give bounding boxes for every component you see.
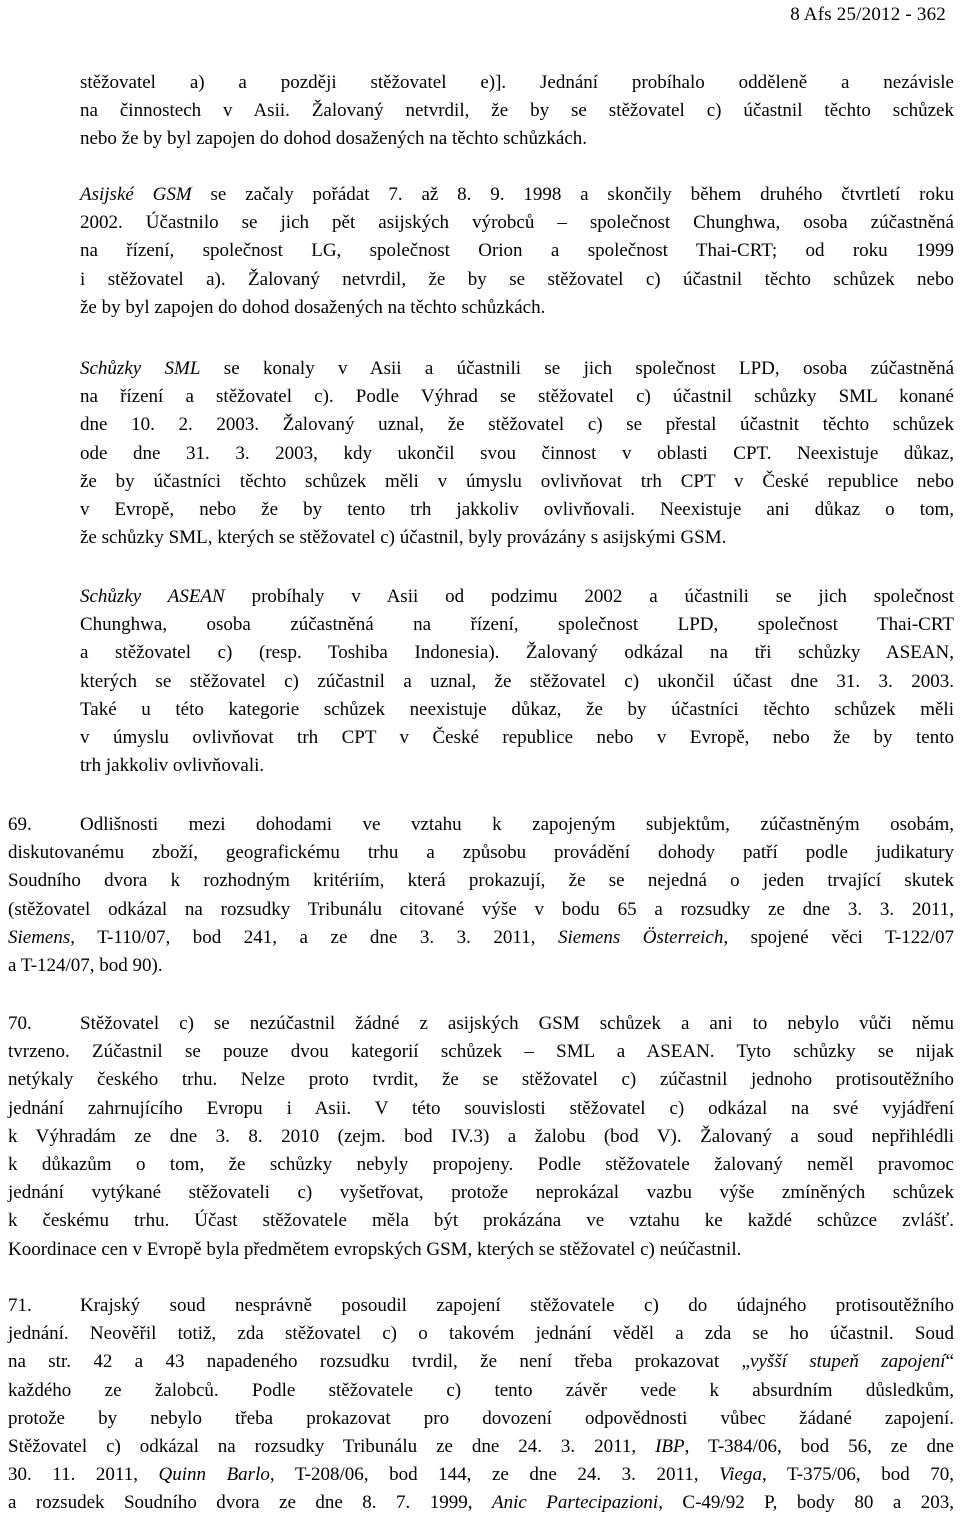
text-line: každého ze žalobců. Podle stěžovatele c) tento závěr vede k absurdním důsledkům, [8, 1379, 954, 1401]
text-line: Koordinace cen v Evropě byla předmětem evropských GSM, kterých se stěžovatel c) neúčastnil. [8, 1238, 742, 1260]
case-name: Siemens [8, 926, 71, 948]
paragraph-70 [8, 1010, 954, 1264]
text-line: protože by nebylo třeba prokazovat pro dovození odpovědnosti vůbec žádané zapojení. [8, 1407, 954, 1429]
text-line: jednání vytýkané stěžovateli c) vyšetřovat, protože neprokázal vazbu výše zmíněných schůzek [8, 1182, 954, 1204]
text-line: trh jakkoliv ovlivňovali. [80, 755, 265, 777]
case-name: Quinn Barlo [158, 1464, 270, 1486]
text-fragment: na str. 42 a 43 napadeného rozsudku tvrdil, že není třeba prokazovat „ [8, 1351, 750, 1373]
paragraph-number: 70. [8, 1013, 32, 1034]
text-line: v Evropě, nebo že by tento trh jakkoliv ovlivňovali. Neexistuje ani důkaz o tom, [80, 499, 954, 521]
paragraph-continuation [80, 69, 954, 154]
paragraph-sml [80, 355, 954, 552]
paragraph-asian-gsm [80, 181, 954, 322]
case-name: IBP [655, 1436, 685, 1458]
quoted-phrase: vyšší stupeň zapojení [749, 1351, 946, 1373]
text-line: jednání zahrnujícího Evropu i Asii. V této souvislosti stěžovatel c) odkázal na své vyjádření [8, 1097, 954, 1119]
term-asian-gsm: Asijské GSM [80, 184, 192, 205]
text-line: Soudního dvora k rozhodným kritériím, která prokazují, že se nejedná o jeden trvající skutek [8, 870, 954, 892]
text-line: Také u této kategorie schůzek neexistuje důkaz, že by účastníci těchto schůzek měli [80, 698, 954, 720]
text-line: jednání. Neověřil totiž, zda stěžovatel c) o takovém jednání věděl a zda se ho účastnil. Soud [8, 1323, 954, 1345]
text-line: na řízení, společnost LG, společnost Orion a společnost Thai-CRT; od roku 1999 [80, 240, 954, 262]
term-asean: Schůzky ASEAN [80, 586, 225, 607]
text-line: probíhaly v Asii od podzimu 2002 a účastnili se jich společnost [224, 586, 955, 607]
text-line: k důkazům o tom, že schůzky nebyly propojeny. Podle stěžovatele žalovaný neměl pravomoc [8, 1154, 954, 1176]
text-line: kterých se stěžovatel c) zúčastnil a uznal, že stěžovatel c) ukončil účast dne 31. 3. 2003. [80, 670, 954, 692]
text-line: netýkaly českého trhu. Nelze proto tvrdit, že se stěžovatel c) zúčastnil jednoho protisoutěžního [8, 1069, 954, 1091]
paragraph-number: 69. [8, 814, 32, 835]
text-fragment: , T-110/07, bod 241, a ze dne 3. 3. 2011, [70, 926, 558, 948]
text-fragment: , T-384/06, bod 56, ze dne [684, 1436, 954, 1458]
text-line: i stěžovatel a). Žalovaný netvrdil, že by se stěžovatel c) účastnil těchto schůzek nebo [80, 268, 954, 290]
case-name: Viega [719, 1464, 762, 1486]
text-fragment: , C-49/92 P, body 80 a 203, [658, 1492, 954, 1514]
text-line: Stěžovatel c) se nezúčastnil žádné z asijských GSM schůzek a ani to nebylo vůči němu [80, 1013, 954, 1034]
text-line: stěžovatel a) a později stěžovatel e)]. Jednání probíhalo odděleně a nezávisle [80, 72, 954, 93]
text-line: Chunghwa, osoba zúčastněná na řízení, společnost LPD, společnost Thai-CRT [80, 614, 954, 636]
text-fragment: , T-375/06, bod 70, [761, 1464, 955, 1486]
text-line: tvrzeno. Zúčastnil se pouze dvou kategorií schůzek – SML a ASEAN. Tyto schůzky se nijak [8, 1041, 954, 1063]
paragraph-69 [8, 811, 954, 980]
text-line: se konaly v Asii a účastnili se jich společnost LPD, osoba zúčastněná [200, 358, 955, 379]
paragraph-number: 71. [8, 1295, 32, 1316]
text-line: ode dne 31. 3. 2003, kdy ukončil svou činnost v oblasti CPT. Neexistuje důkaz, [80, 442, 954, 464]
text-line: se začaly pořádat 7. až 8. 9. 1998 a skončily během druhého čtvrtletí roku [191, 184, 954, 205]
text-line: dne 10. 2. 2003. Žalovaný uznal, že stěžovatel c) se přestal účastnit těchto schůzek [80, 414, 954, 436]
text-line: k českému trhu. Účast stěžovatele měla být prokázána ve vztahu ke každé schůzce zvlášť. [8, 1210, 954, 1232]
case-name: Anic Partecipazioni [492, 1492, 659, 1514]
text-fragment: Stěžovatel c) odkázal na rozsudky Tribunálu ze dne 24. 3. 2011, [8, 1436, 656, 1458]
text-line: že by byl zapojen do dohod dosažených na těchto schůzkách. [80, 296, 546, 318]
term-sml: Schůzky SML [80, 358, 201, 379]
text-fragment: a rozsudek Soudního dvora ze dne 8. 7. 1999, [8, 1492, 492, 1514]
text-line: a stěžovatel c) (resp. Toshiba Indonesia). Žalovaný odkázal na tři schůzky ASEAN, [80, 642, 954, 664]
paragraph-asean [80, 583, 954, 780]
text-line: 2002. Účastnilo se jich pět asijských výrobců – společnost Chunghwa, osoba zúčastněná [80, 212, 954, 234]
text-line: že by účastníci těchto schůzek měli v úmyslu ovlivňovat trh CPT v České republice nebo [80, 470, 954, 492]
text-line: na řízení a stěžovatel c). Podle Výhrad se stěžovatel c) účastnil schůzky SML konané [80, 386, 954, 408]
text-line: (stěžovatel odkázal na rozsudky Tribunálu citované výše v bodu 65 a rozsudky ze dne 3. 3. 2011, [8, 898, 954, 920]
case-reference: 8 Afs 25/2012 - 362 [790, 4, 946, 25]
text-line: Krajský soud nesprávně posoudil zapojení stěžovatele c) do údajného protisoutěžního [80, 1295, 954, 1316]
text-line: nebo že by byl zapojen do dohod dosažených na těchto schůzkách. [80, 128, 588, 150]
text-line: na činnostech v Asii. Žalovaný netvrdil, že by se stěžovatel c) účastnil těchto schůzek [80, 100, 954, 122]
text-line: diskutovanému zboží, geografickému trhu a způsobu provádění dohody patří podle judikatury [8, 842, 954, 864]
text-line: Odlišnosti mezi dohodami ve vztahu k zapojeným subjektům, zúčastněným osobám, [80, 814, 954, 835]
text-fragment: , spojené věci T-122/07 [723, 926, 954, 948]
text-line: k Výhradám ze dne 3. 8. 2010 (zejm. bod IV.3) a žalobu (bod V). Žalovaný a soud nepřihlédli [8, 1125, 954, 1147]
text-fragment: “ [945, 1351, 954, 1373]
text-fragment: , T-208/06, bod 144, ze dne 24. 3. 2011, [269, 1464, 720, 1486]
case-name: Siemens Österreich [558, 926, 724, 948]
paragraph-71 [8, 1292, 954, 1518]
text-line: v úmyslu ovlivňovat trh CPT v České republice nebo v Evropě, nebo že by tento [80, 727, 954, 749]
text-line: že schůzky SML, kterých se stěžovatel c) účastnil, byly provázány s asijskými GSM. [80, 527, 727, 549]
text-line: a T-124/07, bod 90). [8, 955, 163, 977]
text-fragment: 30. 11. 2011, [8, 1464, 159, 1486]
